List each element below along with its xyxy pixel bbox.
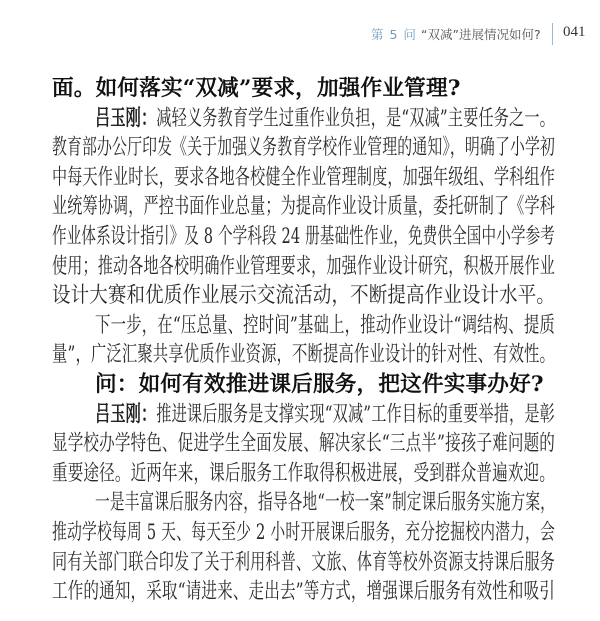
text-line [52,222,555,252]
text-line [52,163,555,193]
line-content [95,311,555,341]
line-text: 一是丰富课后服务内容，指导各地“一校一案”制定课后服务实施方案， [95,490,555,516]
line-text: 工作的通知，采取“请进来、走出去”等方式，增强课后服务有效性和吸引 [52,579,555,605]
line-text: 下一步，在“压总量、控时间”基础上，推动作业设计“调结构、提质 [95,312,555,338]
header-divider [552,23,553,45]
line-text: 业统筹协调，严控书面作业总量；为提高作业设计质量，委托研制了《学科 [52,194,555,220]
line-content [95,104,555,134]
line-content [52,548,555,578]
body-text [52,74,555,607]
text-line [52,548,555,578]
line-content [52,74,461,104]
text-line [52,488,555,518]
text-line [52,311,555,341]
line-content [52,340,555,370]
line-content [95,488,555,518]
line-text: 中每天作业时长，要求各地各校健全作业管理制度，加强年级组、学科组作 [52,164,555,190]
chapter-label: 第 5 问 [371,27,417,42]
speaker-name: 吕玉刚： [95,105,157,131]
line-content [52,163,555,193]
line-text: 设计大赛和优质作业展示交流活动，不断提高作业设计水平。 [52,283,555,309]
line-text: 作业体系设计指引》及 8 个学科段 24 册基础性作业，免费供全国中小学参考 [52,223,555,249]
text-line [52,400,555,430]
line-text: 使用；推动各地各校明确作业管理要求，加强作业设计研究，积极开展作业 [52,253,555,279]
question-line [52,74,555,104]
text-line [52,429,555,459]
text-line [52,577,555,607]
line-content [52,192,555,222]
question-line [52,370,555,400]
line-text: 推动学校每周 5 天、每天至少 2 小时开展课后服务，充分挖掘校内潜力，会 [52,519,555,545]
text-line [52,518,555,548]
page-number: 041 [563,24,586,40]
line-text: 显学校办学特色、促进学生全面发展、解决家长“三点半”接孩子难问题的 [52,431,555,457]
line-text: 同有关部门联合印发了关于利用科普、文旅、体育等校外资源支持课后服务 [52,549,555,575]
line-content [52,577,555,607]
line-text: 面。如何落实“双减”要求，加强作业管理? [52,76,461,101]
line-text: 减轻义务教育学生过重作业负担，是“双减”主要任务之一。 [156,105,555,131]
line-content [95,370,544,400]
text-line [52,104,555,134]
line-text: 问：如何有效推进课后服务，把这件实事办好? [95,371,544,397]
line-content [52,429,555,459]
line-content [95,400,555,430]
text-line [52,133,555,163]
line-content [52,281,555,311]
line-content [52,222,555,252]
line-content [52,133,555,163]
line-text: 量”，广泛汇聚共享优质作业资源，不断提高作业设计的针对性、有效性。 [52,342,555,368]
line-text: 重要途径。近两年来，课后服务工作取得积极进展，受到群众普遍欢迎。 [52,460,555,486]
speaker-name: 吕玉刚： [95,401,157,427]
text-line [52,281,555,311]
line-content [52,252,555,282]
text-line [52,252,555,282]
running-header [0,23,600,45]
line-content [52,518,555,548]
line-text: 教育部办公厅印发《关于加强义务教育学校作业管理的通知》，明确了小学初 [52,135,555,161]
text-line [52,340,555,370]
chapter-title: “双减”进展情况如何? [421,27,541,42]
text-line [52,192,555,222]
line-text: 推进课后服务是支撑实现“双减”工作目标的重要举措，是彰 [156,401,555,427]
line-content [52,459,555,489]
text-line [52,459,555,489]
